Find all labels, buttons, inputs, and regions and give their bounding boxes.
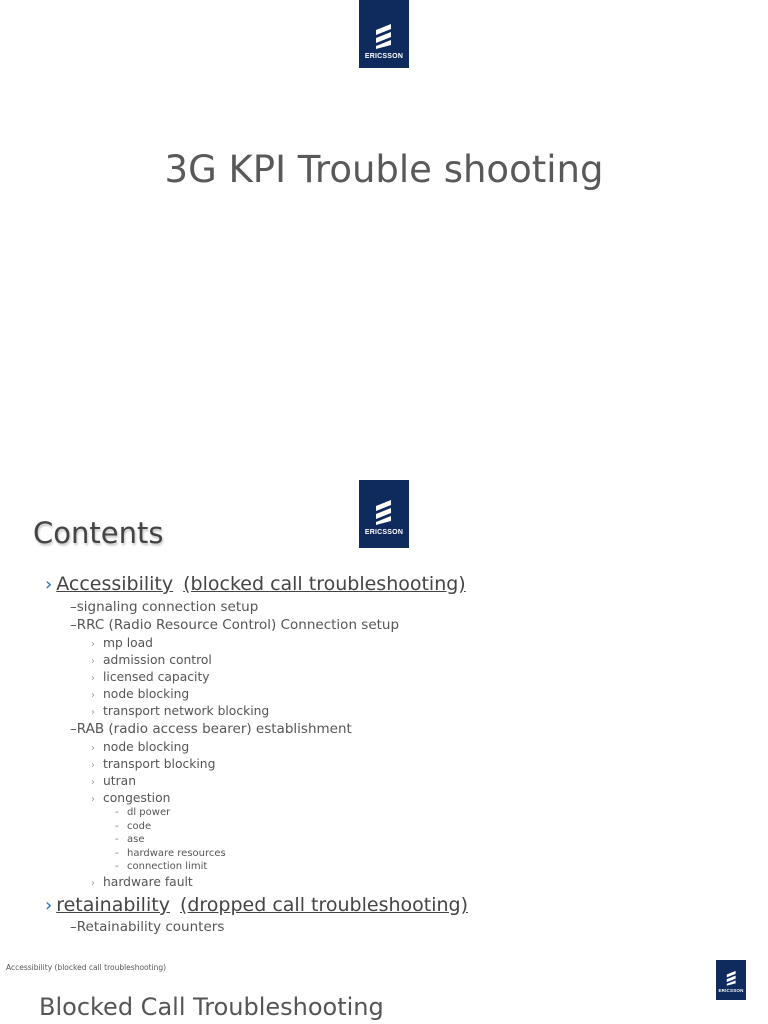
list-item: › transport blocking [91, 757, 216, 771]
ericsson-logo [716, 960, 746, 1000]
chevron-right-icon: › [91, 656, 95, 667]
retainability-sub: (dropped call troubleshooting) [179, 894, 468, 916]
list-item: › mp load [91, 636, 153, 650]
list-item: –signaling connection setup [70, 599, 259, 615]
list-item: –RRC (Radio Resource Control) Connection setup [70, 617, 400, 633]
accessibility-heading [45, 575, 466, 594]
retainability-label: retainability [56, 894, 170, 916]
chevron-right-icon: › [91, 794, 95, 805]
list-item: –Retainability counters [70, 919, 225, 935]
chevron-right-icon: › [91, 639, 95, 650]
logo-text: ERICSSON [718, 988, 744, 994]
slide-title: Blocked Call Troubleshooting [39, 993, 384, 1021]
list-item: › utran [91, 774, 136, 788]
logo-text: ERICSSON [364, 528, 404, 536]
list-item: › congestion [91, 791, 171, 805]
accessibility-label: Accessibility [56, 573, 174, 595]
list-item: › hardware fault [91, 875, 193, 889]
chevron-right-icon: › [91, 743, 95, 754]
list-item: › admission control [91, 653, 212, 667]
contents-title: Contents [33, 516, 164, 550]
ericsson-logo-icon [373, 499, 395, 525]
logo-text: ERICSSON [364, 52, 404, 60]
chevron-right-icon: › [45, 895, 53, 916]
list-item: - connection limit [115, 861, 208, 872]
chevron-right-icon: › [91, 673, 95, 684]
ericsson-logo-icon [373, 23, 395, 49]
list-item: › node blocking [91, 687, 190, 701]
ericsson-logo-icon [725, 970, 738, 986]
chevron-right-icon: › [91, 878, 95, 889]
list-item: - code [115, 821, 152, 832]
retainability-heading [45, 896, 468, 915]
chevron-right-icon: › [91, 777, 95, 788]
slide-footer: Accessibility (blocked call troubleshooting) [6, 963, 167, 972]
chevron-right-icon: › [91, 760, 95, 771]
ericsson-logo [359, 0, 409, 68]
list-item: - dl power [115, 807, 171, 818]
list-item: - ase [115, 834, 145, 845]
chevron-right-icon: › [91, 707, 95, 718]
list-item: › transport network blocking [91, 704, 270, 718]
list-item: - hardware resources [115, 848, 226, 859]
list-item: –RAB (radio access bearer) establishment [70, 721, 352, 737]
slide-title: 3G KPI Trouble shooting [164, 148, 604, 191]
chevron-right-icon: › [91, 690, 95, 701]
list-item: › licensed capacity [91, 670, 210, 684]
list-item: › node blocking [91, 740, 190, 754]
ericsson-logo [359, 480, 409, 548]
chevron-right-icon: › [45, 574, 53, 595]
accessibility-sub: (blocked call troubleshooting) [183, 573, 466, 595]
